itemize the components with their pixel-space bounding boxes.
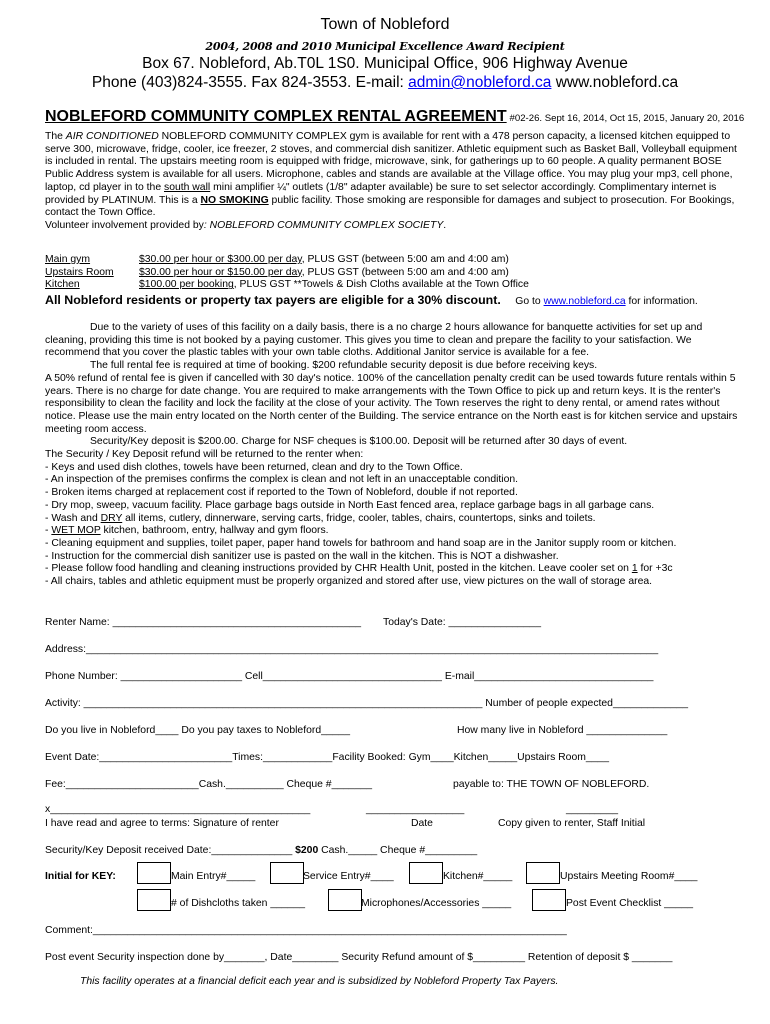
intro-paragraph: The AIR CONDITIONED NOBLEFORD COMMUNITY COMPLEX gym is available for rent with a 478 person capacity, a licensed kitchen equipped to serve 300, microwave, fridge, cooler, ice freezer, 2 stoves, and commercial dish sanitizer. Athletic equipment such as Basket Ball, Volleyball equipment is included in rental. The upstairs meeting room is equipped with fridge, microwave, sink, for gatherings up to 60 people. A quality permanent BOSE Public Address system is available for all users. Microphone, cables and stands are available at the Village office. You may plug your mp3, cell phone, laptop, cd player in to the south wall mini amplifier ¼" outlets (1/8" adapter available) be sure to set selector accordingly. Complimentary internet is provided by PLATINUM. This is a NO SMOKING public facility. Those smoking are responsible for damages and subject to prosecution. For Bookings, contact the Town Office. Volunteer involvement provided by: NOBLEFORD COMMUNITY COMPLEX SOCIETY. — [45, 131, 737, 231]
kitchen-label: Kitchen#_____ — [443, 871, 513, 882]
rate-row: Upstairs Room $30.00 per hour or $150.00 per day, PLUS GST (between 5:00 am and 4:00 am) — [45, 266, 509, 278]
address-field[interactable]: Address:___________________________________________________________________________________________________ — [45, 644, 659, 655]
list-item: - Cleaning equipment and supplies, toilet paper, paper hand towels for bathroom and hand soap are in the Janitor supply room or kitchen. — [45, 537, 677, 549]
list-item: - Instruction for the commercial dish sanitizer use is pasted on the wall in the kitchen. This is NOT a dishwasher. — [45, 550, 559, 562]
list-item: - WET MOP kitchen, bathroom, entry, hallway and gym floors. — [45, 525, 329, 537]
fee-fields[interactable]: Fee:_______________________Cash.__________ Cheque #_______ — [45, 779, 373, 790]
initial-for-key-label: Initial for KEY: — [45, 871, 116, 882]
list-item: - Keys and used dish clothes, towels have been returned, clean and dry to the Town Office. — [45, 461, 463, 473]
resident-discount: All Nobleford residents or property tax payers are eligible for a 30% discount. Go to www.nobleford.ca for information. — [45, 293, 698, 307]
post-event-checkbox[interactable] — [532, 889, 566, 911]
date-line[interactable]: _________________ — [366, 804, 465, 815]
website-text: www.nobleford.ca — [555, 74, 679, 91]
list-item: - Broken items charged at replacement cost if reported to the Town of Nobleford, double if not reported. — [45, 487, 518, 499]
footer-note: This facility operates at a financial deficit each year and is subsidized by Nobleford Property Tax Payers. — [80, 976, 559, 987]
list-item: - An inspection of the premises confirms the complex is clean and not left in an unacceptable condition. — [45, 474, 519, 486]
household-count-field[interactable]: How many live in Nobleford ______________ — [457, 725, 668, 736]
dishcloths-label: # of Dishcloths taken ______ — [171, 898, 306, 909]
inspection-fields[interactable]: Post event Security inspection done by_______, Date________ Security Refund amount of $_________ Retention of deposit $ _______ — [45, 952, 673, 963]
phone-cell-email-fields[interactable]: Phone Number: _____________________ Cell_______________________________ E-mail_______________________________ — [45, 671, 654, 682]
microphones-checkbox[interactable] — [328, 889, 362, 911]
agreement-title — [45, 108, 744, 126]
list-item: - Dry mop, sweep, vacuum facility. Place garbage bags outside in North East fenced area, replace garbage bags in all garbage cans. — [45, 499, 655, 511]
rates-table — [45, 254, 529, 292]
event-fields[interactable]: Event Date:_______________________Times:____________Facility Booked: Gym____Kitchen_____Upstairs Room____ — [45, 752, 609, 763]
rate-row: Kitchen $100.00 per booking, PLUS GST **Towels & Dish Cloths available at the Town Office — [45, 279, 529, 291]
todays-date-field[interactable]: Today's Date: ________________ — [383, 617, 541, 628]
rate-row: Main gym $30.00 per hour or $300.00 per day, PLUS GST (between 5:00 am and 4:00 am) — [45, 254, 509, 265]
residency-fields[interactable]: Do you live in Nobleford____ Do you pay taxes to Nobleford_____ — [45, 725, 350, 736]
award-subtitle: 2004, 2008 and 2010 Municipal Excellence Award Recipient — [205, 40, 565, 53]
main-entry-label: Main Entry#_____ — [171, 871, 256, 882]
signature-line[interactable]: x_____________________________________________ — [45, 804, 311, 815]
town-title: Town of Nobleford — [320, 16, 450, 33]
comment-field[interactable]: Comment:__________________________________________________________________________________ — [45, 925, 567, 936]
service-entry-label: Service Entry#____ — [303, 871, 394, 882]
upstairs-checkbox[interactable] — [526, 862, 560, 884]
contact-line — [0, 74, 770, 92]
list-item: - Please follow food handling and cleaning instructions provided by CHR Health Unit, posted in the kitchen. Leave cooler set on 1 for +3c — [45, 563, 673, 575]
renter-name-field[interactable]: Renter Name: ___________________________________________ — [45, 617, 362, 628]
upstairs-label: Upstairs Meeting Room#____ — [560, 871, 698, 882]
list-item: - Wash and DRY all items, cutlery, dinnerware, serving carts, fridge, cooler, tables, chairs, countertops, sinks and toilets. — [45, 512, 596, 524]
service-entry-checkbox[interactable] — [270, 862, 304, 884]
list-item: - All chairs, tables and athletic equipment must be properly organized and stored after use, view pictures on the wall of storage area. — [45, 576, 653, 588]
date-label: Date — [411, 818, 433, 829]
dishcloths-checkbox[interactable] — [137, 889, 171, 911]
activity-field[interactable]: Activity: _____________________________________________________________________ Number of people expected_____________ — [45, 698, 689, 709]
kitchen-checkbox[interactable] — [409, 862, 443, 884]
website-link[interactable]: www.nobleford.ca — [543, 296, 626, 307]
office-address: Box 67. Nobleford, Ab.T0L 1S0. Municipal Office, 906 Highway Avenue — [142, 55, 628, 72]
agreement-revision: #02-26. Sept 16, 2014, Oct 15, 2015, January 20, 2016 — [509, 113, 745, 124]
phone-fax: Phone (403)824-3555. Fax 824-3553. E-mail: — [91, 74, 409, 91]
copy-given-label: Copy given to renter, Staff Initial — [498, 818, 646, 829]
policy-section: Due to the variety of uses of this facility on a daily basis, there is a no charge 2 hours allowance for banquette activities for set up and cleaning, providing this time is not booked by a paying customer. This gives you time to clean and prepare the facility to your satisfaction. We recommend that you cover the plastic tables with your own table cloths. Additional Janitor service is available for a fee. The full rental fee is required at time of booking. $200 refundable security deposit is due before receiving keys. A 50% refund of rental fee is given if cancelled with 30 day's notice. 100% of the cancellation penalty credit can be used towards future rentals within 5 years. There is no charge for date change. You are required to make arrangements with the Town Office to pick up and return keys. It is the renter's responsibility to clean the facility and lock the facility at the close of your activity. The Town reserves the right to deny rental, or amend rates without notice. Please use the main entry located on the North center of the Building. The service entrance on the North east is for kitchen service and upstairs meeting room access. Security/Key deposit is $200.00. Charge for NSF cheques is $100.00. Deposit will be returned after 30 days of event. The Security / Key Deposit refund will be returned to the renter when: - Keys and used dish clothes, towels have been returned, clean and dry to the Town Office. - An inspection of the premises confirms the complex is clean and not left in an unacceptable condition. - Broken items charged at replacement cost if reported to the Town of Nobleford, double if not reported. - Dry mop, sweep, vacuum facility. Place garbage bags outside in North East fenced area, replace garbage bags in all garbage cans. - Wash and DRY all items, cutlery, dinnerware, serving carts, fridge, cooler, tables, chairs, countertops, sinks and toilets. - WET MOP kitchen, bathroom, entry, hallway and gym floors. - Cleaning equipment and supplies, toilet paper, paper hand towels for bathroom and hand soap are in the Janitor supply room or kitchen. - Instruction for the commercial dish sanitizer use is pasted on the wall in the kitchen. This is NOT a dishwasher. - Please follow food handling and cleaning instructions provided by CHR Health Unit, posted in the kitchen. Leave cooler set on 1 for +3c - All chairs, tables and athletic equipment must be properly organized and stored after use, view pictures on the wall of storage area. — [45, 322, 740, 589]
no-smoking: NO SMOKING — [200, 194, 269, 206]
main-entry-checkbox[interactable] — [137, 862, 171, 884]
email-link[interactable]: admin@nobleford.ca — [408, 74, 552, 91]
post-event-label: Post Event Checklist _____ — [566, 898, 694, 909]
microphones-label: Microphones/Accessories _____ — [361, 898, 512, 909]
deposit-received[interactable]: Security/Key Deposit received Date:______________ $200 Cash._____ Cheque #_________ — [45, 845, 478, 856]
payable-to: payable to: THE TOWN OF NOBLEFORD. — [453, 779, 650, 790]
agreement-heading: NOBLEFORD COMMUNITY COMPLEX RENTAL AGREEMENT — [45, 108, 507, 125]
signature-label: I have read and agree to terms: Signature of renter — [45, 818, 279, 829]
staff-initial-line[interactable]: _________ — [566, 804, 619, 815]
